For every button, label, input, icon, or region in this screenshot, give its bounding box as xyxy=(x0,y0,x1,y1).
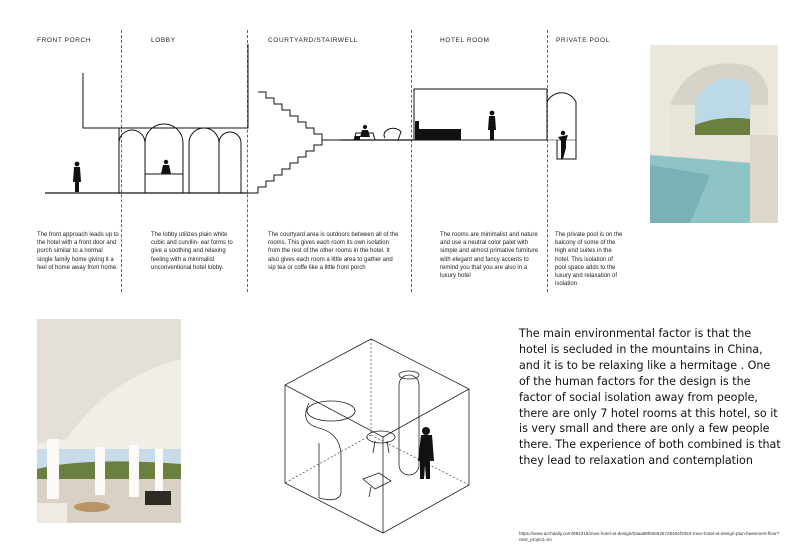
source-url: https://www.archdaily.com/994319/mwo-hotel-at-design/63aa68f66e62572640ef2053-mwo-hotel-at-design-plan-basement-floor?next_project=no xyxy=(519,531,780,542)
main-paragraph: The main environmental factor is that the hotel is secluded in the mountains in China, and it is to be relaxing like a hermitage . One of the human factors for the design is the factor of social isolation away from people, there are only 7 hotel rooms at this hotel, so it is very small and there are only a few people there. The experience of both combined is that they lead to relaxation and contemplation xyxy=(519,327,781,468)
header-hotel-room: HOTEL ROOM xyxy=(440,37,490,44)
lobby-photo xyxy=(37,319,181,523)
header-front-porch: FRONT PORCH xyxy=(37,37,92,44)
description-private-pool: The private pool is on the balcony of some of the high end suites in the hotel. This isolation of pool space adds to the luxury and relaxation of isolation xyxy=(555,232,623,288)
header-private-pool: PRIVATE POOL xyxy=(556,37,610,44)
description-hotel-room: The rooms are minimalist and nature and use a neutral color palet with simple and almost primative furniture with elegant and fancy accents to remind you that you are also in a luxury hotel xyxy=(440,232,539,280)
pool-photo xyxy=(650,45,778,223)
description-front-porch: The front approach leads up to the hotel with a front door and porch similar to a normal single family home giving it a feel of home away from home. xyxy=(37,232,119,271)
description-courtyard: The courtyard area is outdoors between all of the rooms. This gives each room its own isolation from the rest of the other rooms in the hotel. It also gives each room a little area to gather and sip tea or coffe like a little front porch xyxy=(268,232,399,271)
axonometric-drawing xyxy=(279,333,475,535)
description-lobby: The lobby utilizes plain white cubic and curvilin- ear forms to give a soothing and relaxing feeling with a minimalist unconventional hotel lobby. xyxy=(151,232,233,271)
header-courtyard: COURTYARD/STAIRWELL xyxy=(268,37,359,44)
header-lobby: LOBBY xyxy=(151,37,176,44)
